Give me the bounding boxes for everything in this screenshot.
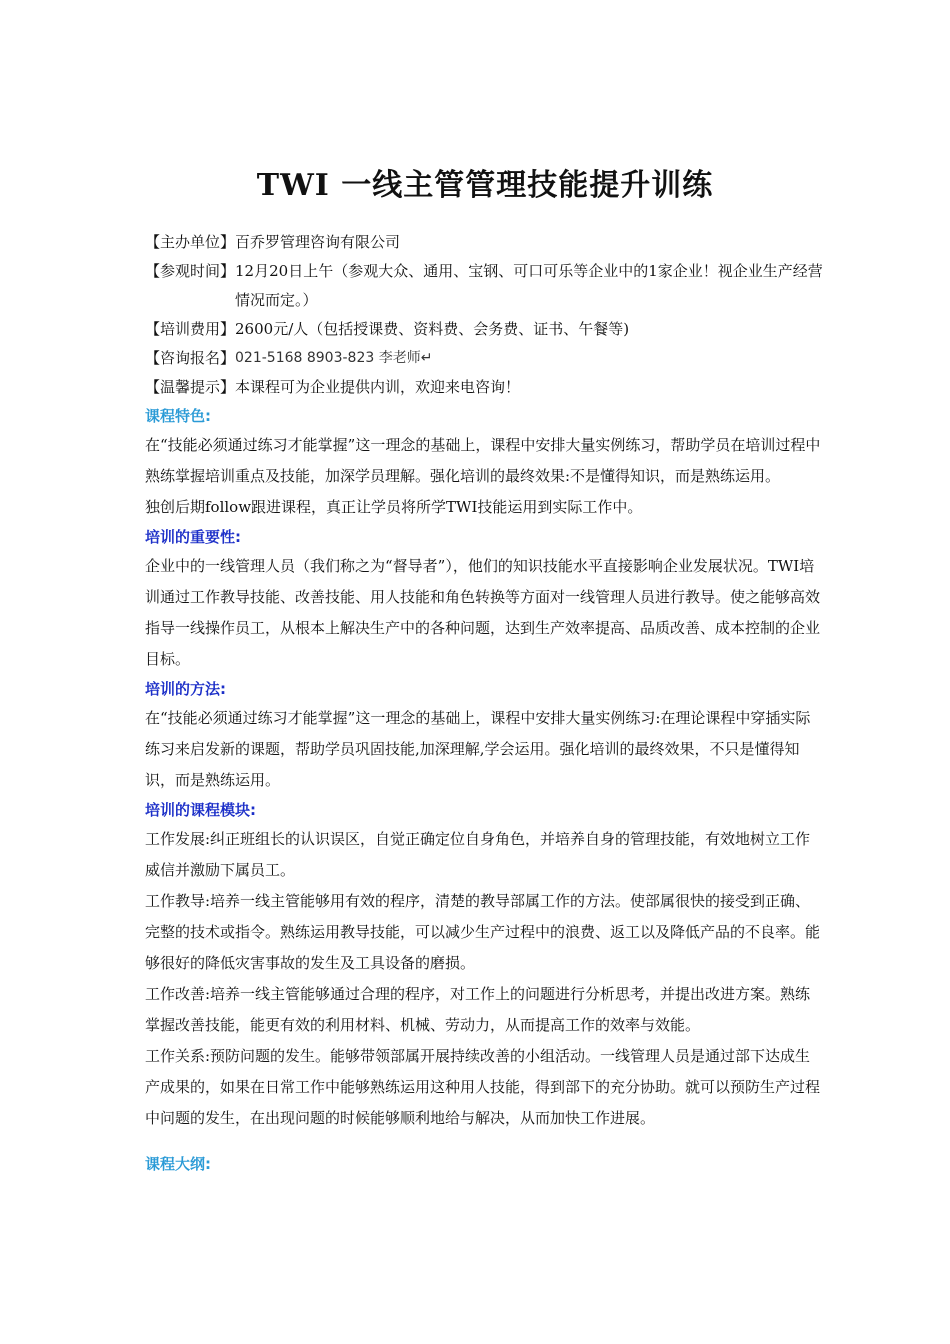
- info-label: 【培训费用】: [145, 320, 236, 338]
- section-paragraph: 工作改善:培养一线主管能够通过合理的程序，对工作上的问题进行分析思考，并提出改进方案。熟练掌握改善技能，能更有效的利用材料、机械、劳动力，从而提高工作的效率与效能。: [145, 985, 811, 1034]
- section-outline: [145, 1150, 825, 1178]
- section-paragraph: 在“技能必须通过练习才能掌握”这一理念的基础上，课程中安排大量实例练习:在理论课程中穿插实际练习来启发新的课题，帮助学员巩固技能,加深理解,学会运用。强化培训的最终效果，不只是懂得知识，而是熟练运用。: [145, 709, 811, 789]
- section-heading: 培训的课程模块:: [145, 801, 256, 819]
- contact-phone: 021-5168 8903-823 李老师↵: [235, 350, 433, 366]
- info-label: 【主办单位】: [145, 233, 236, 251]
- section-importance: [145, 523, 825, 675]
- info-value: 2600元/人（包括授课费、资料费、会务费、证书、午餐等): [235, 320, 630, 338]
- info-value: 本课程可为企业提供内训，欢迎来电咨询！: [235, 378, 521, 396]
- section-paragraph: 工作教导:培养一线主管能够用有效的程序，清楚的教导部属工作的方法。使部属很快的接受到正确、完整的技术或指令。熟练运用教导技能，可以减少生产过程中的浪费、返工以及降低产品的不良率。能够很好的降低灾害事故的发生及工具设备的磨损。: [145, 892, 821, 972]
- document-content: [145, 160, 825, 1178]
- info-row-fee: [145, 315, 825, 344]
- spacer: [145, 1134, 825, 1150]
- info-row-contact: [145, 344, 825, 373]
- section-paragraph: 在“技能必须通过练习才能掌握”这一理念的基础上，课程中安排大量实例练习，帮助学员在培训过程中熟练掌握培训重点及技能，加深学员理解。强化培训的最终效果:不是懂得知识，而是熟练运用。: [145, 436, 821, 485]
- info-row-tip: [145, 373, 825, 402]
- section-method: [145, 675, 825, 796]
- section-heading: 培训的重要性:: [145, 528, 241, 546]
- section-heading: 课程特色:: [145, 407, 211, 425]
- section-paragraph: 独创后期follow跟进课程，真正让学员将所学TWI技能运用到实际工作中。: [145, 498, 643, 516]
- info-row-organizer: [145, 228, 825, 257]
- info-block: [145, 228, 825, 402]
- section-paragraph: 工作发展:纠正班组长的认识误区，自觉正确定位自身角色，并培养自身的管理技能，有效地树立工作威信并激励下属员工。: [145, 830, 811, 879]
- section-modules: [145, 796, 825, 1134]
- section-heading: 课程大纲:: [145, 1155, 211, 1173]
- info-value: 百乔罗管理咨询有限公司: [235, 233, 401, 251]
- section-heading: 培训的方法:: [145, 680, 226, 698]
- info-label: 【咨询报名】: [145, 349, 236, 367]
- info-label: 【参观时间】: [145, 262, 236, 280]
- info-label: 【温馨提示】: [145, 378, 236, 396]
- document-title: TWI 一线主管管理技能提升训练: [256, 168, 714, 203]
- section-paragraph: 企业中的一线管理人员（我们称之为“督导者”），他们的知识技能水平直接影响企业发展状况。TWI培训通过工作教导技能、改善技能、用人技能和角色转换等方面对一线管理人员进行教导。使之能够高效指导一线操作员工，从根本上解决生产中的各种问题，达到生产效率提高、品质改善、成本控制的企业目标。: [145, 557, 821, 668]
- info-value: 12月20日上午（参观大众、通用、宝钢、可口可乐等企业中的1家企业！视企业生产经营情况而定。）: [235, 262, 823, 309]
- section-paragraph: 工作关系:预防问题的发生。能够带领部属开展持续改善的小组活动。一线管理人员是通过部下达成生产成果的，如果在日常工作中能够熟练运用这种用人技能，得到部下的充分协助。就可以预防生产过程中问题的发生，在出现问题的时候能够顺利地给与解决，从而加快工作进展。: [145, 1047, 821, 1127]
- section-course-features: [145, 402, 825, 523]
- info-row-visit-time: [145, 257, 825, 315]
